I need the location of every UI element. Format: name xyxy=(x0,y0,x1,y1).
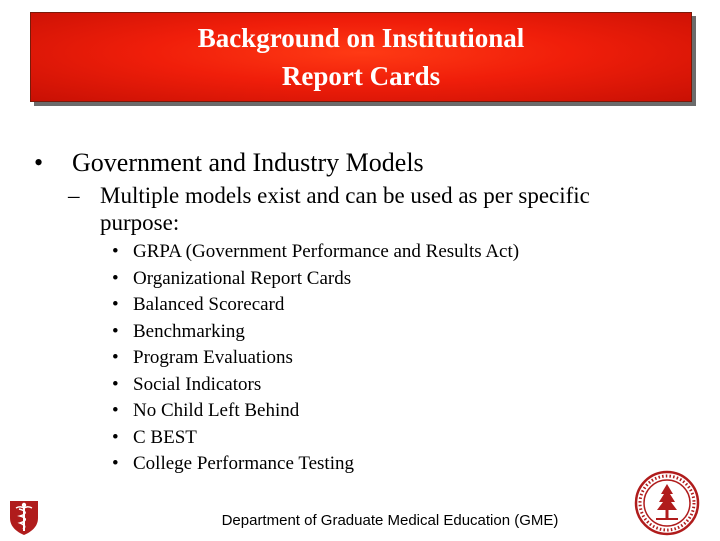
list-item-text: GRPA (Government Performance and Results Act) xyxy=(133,241,520,262)
list-item-text: Balanced Scorecard xyxy=(133,294,285,315)
dash-marker: – xyxy=(68,183,80,208)
sub-bullet-line-1: Multiple models exist and can be used as per specific xyxy=(100,183,590,208)
list-item-text: Organizational Report Cards xyxy=(133,267,352,289)
list-item xyxy=(112,425,519,452)
bullet-marker: • xyxy=(34,148,44,177)
list-bullet: • xyxy=(112,347,119,368)
list-bullet: • xyxy=(112,453,119,474)
list-item xyxy=(112,319,519,346)
list-item xyxy=(112,398,519,425)
slide-title-line-1: Background on Institutional xyxy=(197,23,525,53)
caduceus-shield-logo-icon xyxy=(6,498,42,541)
list-bullet: • xyxy=(112,267,119,289)
university-seal-logo-icon xyxy=(634,470,700,541)
model-list xyxy=(112,239,519,478)
list-bullet: • xyxy=(112,294,119,315)
list-bullet: • xyxy=(112,320,119,342)
sub-bullet-line-2: purpose: xyxy=(100,210,180,235)
list-item xyxy=(112,451,519,478)
list-item-text: C BEST xyxy=(133,426,197,448)
list-bullet: • xyxy=(112,400,119,421)
list-bullet: • xyxy=(112,426,119,448)
bullet-level-2 xyxy=(68,182,590,236)
list-item-text: Program Evaluations xyxy=(133,347,293,368)
footer-department: Department of Graduate Medical Education (GME) xyxy=(221,512,559,529)
list-item-text: College Performance Testing xyxy=(133,453,354,474)
list-item xyxy=(112,345,519,372)
list-item-text: Social Indicators xyxy=(133,373,262,395)
list-bullet: • xyxy=(112,241,119,262)
slide-title-banner xyxy=(30,12,692,102)
list-item-text: Benchmarking xyxy=(133,320,245,342)
list-bullet: • xyxy=(112,373,119,395)
bullet-level-1 xyxy=(34,147,424,179)
bullet-text: Government and Industry Models xyxy=(72,148,424,177)
slide-title-line-2: Report Cards xyxy=(281,61,441,91)
list-item xyxy=(112,292,519,319)
list-item xyxy=(112,372,519,399)
list-item xyxy=(112,266,519,293)
list-item-text: No Child Left Behind xyxy=(133,400,300,421)
list-item xyxy=(112,239,519,266)
